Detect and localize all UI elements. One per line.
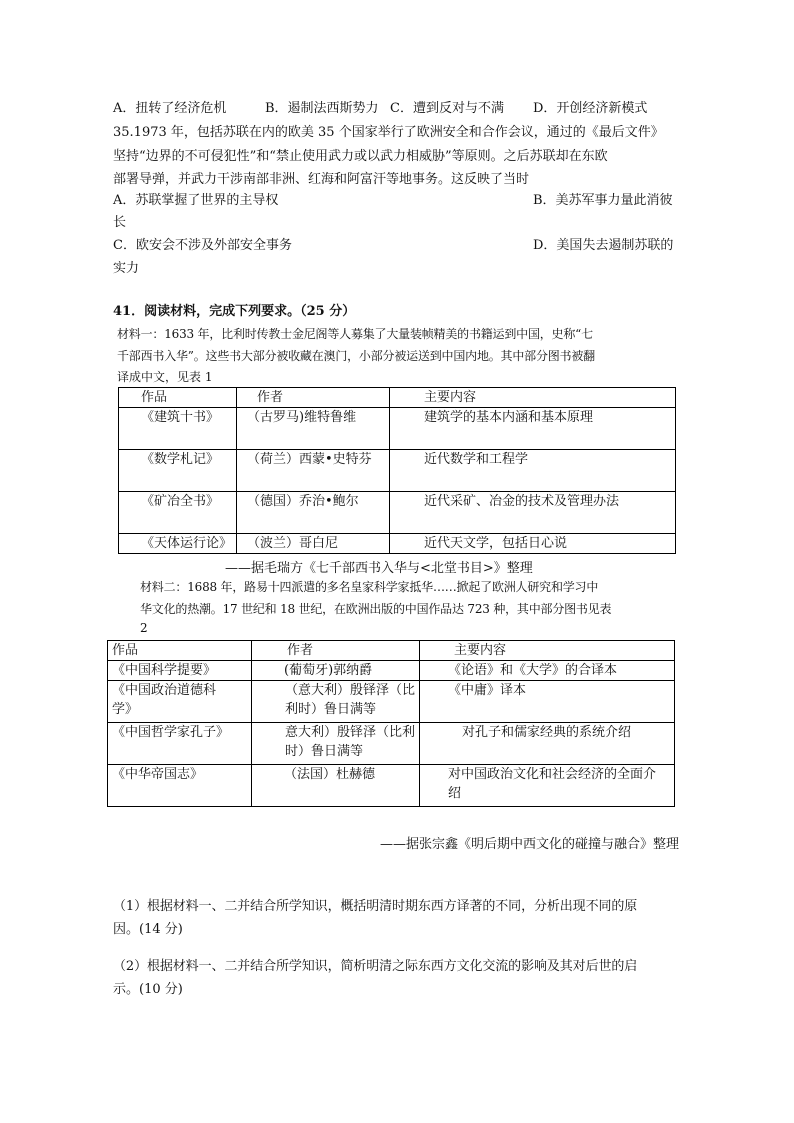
table-2-cell-work: 《中华帝国志》 — [108, 765, 252, 807]
table-row — [108, 681, 675, 723]
table-2-cell-content: 对中国政治文化和社会经济的全面介绍 — [420, 765, 675, 807]
table-1-cell-work: 《矿冶全书》 — [119, 492, 237, 534]
table-row — [108, 765, 675, 807]
material2-line-2: 华文化的热潮。17 世纪和 18 世纪，在欧洲出版的中国作品达 723 种，其中部分图书见表 — [140, 602, 612, 616]
subquestion-2-line-2: 示。(10 分) — [113, 982, 183, 997]
table-2-header-work: 作品 — [108, 641, 252, 661]
material1-line-2: 千部西书入华”。这些书大部分被收藏在澳门，小部分被运送到中国内地。其中部分图书被翻 — [117, 349, 595, 363]
table-1-header-author: 作者 — [237, 388, 390, 408]
q34-option-a: A．扭转了经济危机 — [113, 101, 227, 116]
table-1-header-content: 主要内容 — [390, 388, 676, 408]
table-row — [119, 534, 676, 554]
table-1-cell-content: 建筑学的基本内涵和基本原理 — [390, 408, 676, 450]
table-1-header-work: 作品 — [119, 388, 237, 408]
table-1-header-row — [119, 388, 676, 408]
table-1-cell-work: 《建筑十书》 — [119, 408, 237, 450]
table-1 — [118, 387, 676, 554]
table-1-cell-content: 近代采矿、冶金的技术及管理办法 — [390, 492, 676, 534]
table-row — [119, 408, 676, 450]
table-row — [119, 450, 676, 492]
source-citation-2: ——据张宗鑫《明后期中西文化的碰撞与融合》整理 — [380, 837, 680, 852]
q35-option-b-wrap: 长 — [113, 215, 127, 230]
table-1-cell-author: （荷兰）西蒙•史特芬 — [237, 450, 390, 492]
table-1-cell-author: （德国）乔治•鲍尔 — [237, 492, 390, 534]
table-2-cell-author: (葡萄牙)郭纳爵 — [252, 661, 420, 681]
q34-option-d: D．开创经济新模式 — [533, 101, 648, 116]
table-2-cell-author: 意大利）殷铎泽（比利时）鲁日满等 — [252, 723, 420, 765]
q35-stem-line-3: 部署导弹，并武力干涉南部非洲、红海和阿富汗等地事务。这反映了当时 — [113, 172, 530, 187]
table-2-cell-author: （意大利）殷铎泽（比利时）鲁日满等 — [252, 681, 420, 723]
q34-option-b: B．遏制法西斯势力 — [265, 101, 379, 116]
q35-stem-line-2: 坚持“边界的不可侵犯性”和“禁止使用武力或以武力相威胁”等原则。之后苏联却在东欧 — [113, 149, 608, 164]
table-2-cell-content: 《中庸》译本 — [420, 681, 675, 723]
q35-option-b: B．美苏军事力量此消彼 — [533, 193, 673, 208]
table-2-cell-work: 《中国政治道德科学》 — [108, 681, 252, 723]
q41-heading: 41．阅读材料，完成下列要求。（25 分） — [113, 304, 356, 319]
q35-option-d-wrap: 实力 — [113, 261, 140, 276]
table-2 — [107, 640, 675, 807]
source-citation-1: ——据毛瑞方《七千部西书入华与<北堂书目>》整理 — [225, 561, 533, 576]
table-1-cell-content: 近代天文学，包括日心说 — [390, 534, 676, 554]
table-row — [108, 723, 675, 765]
table-2-cell-work: 《中国科学提要》 — [108, 661, 252, 681]
q35-stem-line-1: 35.1973 年，包括苏联在内的欧美 35 个国家举行了欧洲安全和合作会议，通过的《最后文件》 — [113, 125, 664, 140]
q35-option-c: C．欧安会不涉及外部安全事务 — [113, 238, 292, 253]
table-1-cell-work: 《天体运行论》 — [119, 534, 237, 554]
table-2-header-author: 作者 — [252, 641, 420, 661]
table-1-cell-content: 近代数学和工程学 — [390, 450, 676, 492]
subquestion-2-line-1: （2）根据材料一、二并结合所学知识，简析明清之际东西方文化交流的影响及其对后世的启 — [113, 959, 638, 974]
material2-line-3: 2 — [140, 621, 148, 635]
table-row — [119, 492, 676, 534]
material2-line-1: 材料二：1688 年，路易十四派遣的多名皇家科学家抵华……掀起了欧洲人研究和学习中 — [140, 580, 599, 594]
table-1-cell-author: （古罗马)维特鲁维 — [237, 408, 390, 450]
subquestion-1-line-2: 因。(14 分) — [113, 922, 183, 937]
table-2-cell-author: （法国）杜赫德 — [252, 765, 420, 807]
material1-line-3: 译成中文，见表 1 — [117, 370, 213, 384]
table-2-header-row — [108, 641, 675, 661]
table-2-cell-content: 对孔子和儒家经典的系统介绍 — [420, 723, 675, 765]
table-1-cell-author: （波兰）哥白尼 — [237, 534, 390, 554]
table-2-header-content: 主要内容 — [420, 641, 675, 661]
table-row — [108, 661, 675, 681]
subquestion-1-line-1: （1）根据材料一、二并结合所学知识，概括明清时期东西方译著的不同，分析出现不同的原 — [113, 899, 638, 914]
q35-option-a: A．苏联掌握了世界的主导权 — [113, 193, 279, 208]
table-2-cell-content: 《论语》和《大学》的合译本 — [420, 661, 675, 681]
table-1-cell-work: 《数学札记》 — [119, 450, 237, 492]
table-2-cell-work: 《中国哲学家孔子》 — [108, 723, 252, 765]
q34-option-c: C．遭到反对与不满 — [390, 101, 504, 116]
q35-option-d: D．美国失去遏制苏联的 — [533, 238, 674, 253]
material1-line-1: 材料一：1633 年，比利时传教士金尼阁等人募集了大量装帧精美的书籍运到中国，史称“七 — [117, 327, 593, 341]
